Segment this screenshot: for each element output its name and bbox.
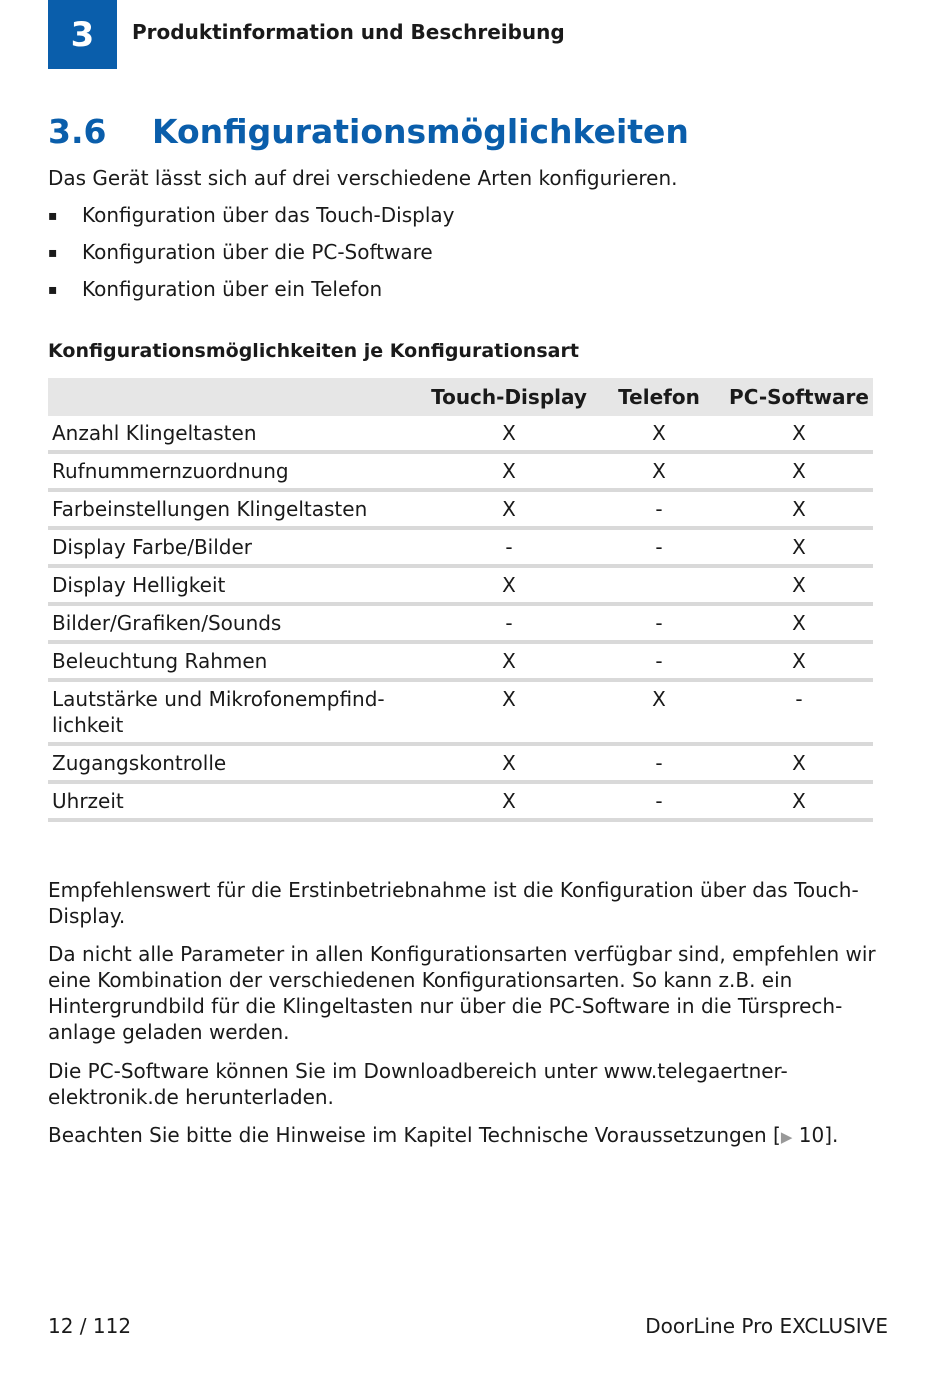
table-row <box>48 604 873 642</box>
row-mark: X <box>425 680 593 744</box>
row-mark: - <box>425 528 593 566</box>
row-label: Bilder/Grafiken/Sounds <box>48 604 425 642</box>
bullet-icon: ▪ <box>48 282 58 298</box>
row-label: Anzahl Klingeltasten <box>48 416 425 452</box>
page-reference-link[interactable]: 10 <box>798 1123 825 1147</box>
table-row <box>48 566 873 604</box>
config-table <box>48 378 873 822</box>
row-label: Lautstärke und Mikrofonempfind- lichkeit <box>48 680 425 744</box>
row-mark: - <box>593 744 725 782</box>
list-item: ▪ Konfiguration über ein Telefon <box>48 277 454 314</box>
row-mark: X <box>425 782 593 820</box>
row-label: Farbeinstellungen Klingeltasten <box>48 490 425 528</box>
row-mark: X <box>725 744 873 782</box>
chapter-number-badge: 3 <box>48 0 117 69</box>
row-label: Display Farbe/Bilder <box>48 528 425 566</box>
table-row <box>48 528 873 566</box>
row-mark: X <box>425 452 593 490</box>
row-mark: X <box>725 782 873 820</box>
row-mark: X <box>725 528 873 566</box>
row-mark: - <box>425 604 593 642</box>
header-cell <box>48 378 425 416</box>
row-mark: X <box>593 416 725 452</box>
row-mark: - <box>593 604 725 642</box>
row-mark: - <box>593 782 725 820</box>
row-mark: X <box>425 490 593 528</box>
table-row <box>48 782 873 820</box>
bullet-icon: ▪ <box>48 208 58 224</box>
list-item: ▪ Konfiguration über die PC-Software <box>48 240 454 277</box>
row-mark <box>593 566 725 604</box>
table-row <box>48 490 873 528</box>
intro-text: Das Gerät lässt sich auf drei verschiedene Arten konfigurieren. <box>48 166 678 190</box>
row-mark: X <box>725 490 873 528</box>
paragraph-hint: Beachten Sie bitte die Hinweise im Kapitel Technische Voraussetzungen [▶ 10]. <box>48 1123 839 1147</box>
row-label: Beleuchtung Rahmen <box>48 642 425 680</box>
section-heading <box>48 112 689 151</box>
row-label: Display Helligkeit <box>48 566 425 604</box>
row-mark: - <box>593 528 725 566</box>
row-mark: X <box>425 416 593 452</box>
row-mark: X <box>425 642 593 680</box>
row-mark: X <box>725 416 873 452</box>
table-row <box>48 744 873 782</box>
row-mark: X <box>425 566 593 604</box>
config-methods-list <box>48 203 454 314</box>
table-row <box>48 642 873 680</box>
chapter-title: Produktinformation und Beschreibung <box>132 20 565 44</box>
header-cell-pc-software: PC-Software <box>725 378 873 416</box>
row-mark: X <box>725 604 873 642</box>
row-mark: - <box>725 680 873 744</box>
paragraph-combination: Da nicht alle Parameter in allen Konfigurationsarten verfügbar sind, empfehlen wir eine Kombination der verschiedenen Konfigurationsarten. So kann z.B. ein Hintergrundbild für die Klingeltasten nur über die PC-Software in die Türsprech-anlage geladen werden. <box>48 942 876 1044</box>
section-title: Konfigurationsmöglichkeiten <box>152 112 689 151</box>
table-title: Konfigurationsmöglichkeiten je Konfigurationsart <box>48 340 579 362</box>
bullet-icon: ▪ <box>48 245 58 261</box>
header-cell-touch-display: Touch-Display <box>425 378 593 416</box>
arrow-right-icon: ▶ <box>780 1128 793 1146</box>
header-cell-telefon: Telefon <box>593 378 725 416</box>
row-mark: X <box>593 680 725 744</box>
table-row <box>48 452 873 490</box>
paragraph-download: Die PC-Software können Sie im Downloadbereich unter www.telegaertner-elektronik.de herunterladen. <box>48 1059 788 1109</box>
row-mark: - <box>593 642 725 680</box>
row-label: Uhrzeit <box>48 782 425 820</box>
table-row <box>48 416 873 452</box>
paragraph-recommendation: Empfehlenswert für die Erstinbetriebnahme ist die Konfiguration über das Touch-Display. <box>48 878 859 928</box>
row-mark: X <box>725 642 873 680</box>
list-item: ▪ Konfiguration über das Touch-Display <box>48 203 454 240</box>
table-row <box>48 680 873 744</box>
section-number: 3.6 <box>48 112 107 151</box>
row-label: Rufnummernzuordnung <box>48 452 425 490</box>
row-mark: - <box>593 490 725 528</box>
page-number: 12 / 112 <box>48 1314 132 1338</box>
row-mark: X <box>425 744 593 782</box>
table-header-row <box>48 378 873 416</box>
product-name: DoorLine Pro EXCLUSIVE <box>645 1314 888 1338</box>
row-mark: X <box>593 452 725 490</box>
row-label: Zugangskontrolle <box>48 744 425 782</box>
row-mark: X <box>725 566 873 604</box>
row-mark: X <box>725 452 873 490</box>
